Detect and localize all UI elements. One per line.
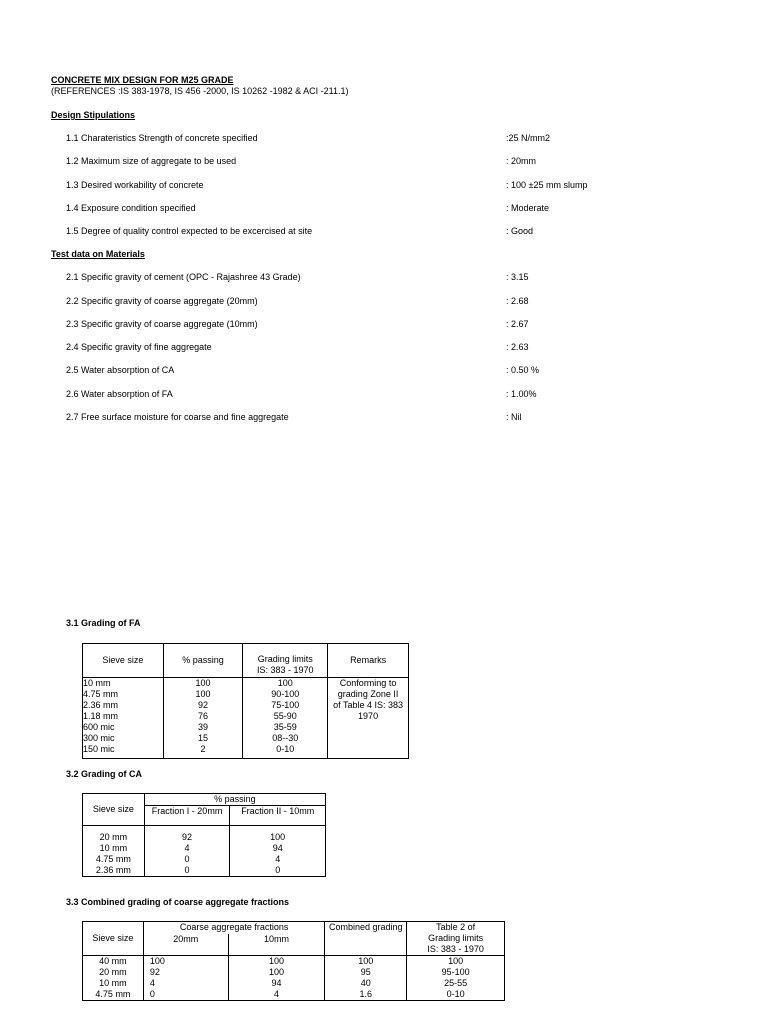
- ca-fraction2-cell: 94: [272, 843, 283, 853]
- test-item-label: 2.5 Water absorption of CA: [66, 365, 175, 375]
- ca-sieve-cell: 2.36 mm: [95, 865, 131, 875]
- ca-fraction2-column: [230, 826, 326, 877]
- fa-header-limits-line2: IS: 383 - 1970: [257, 665, 314, 675]
- fa-remarks-line: 1970: [358, 711, 379, 721]
- design-item-label: 1.5 Degree of quality control expected to be excercised at site: [66, 226, 313, 236]
- test-item-label: 2.6 Water absorption of FA: [66, 389, 173, 399]
- combined-20mm-cell: 92: [149, 967, 160, 977]
- ca-fraction2-cell: 4: [275, 854, 281, 864]
- fa-remarks-line: grading Zone II: [337, 689, 399, 699]
- test-item-label: 2.1 Specific gravity of cement (OPC - Rajashree 43 Grade): [66, 272, 301, 282]
- ca-header-sieve: Sieve size: [83, 794, 145, 826]
- fa-sieve-column: [83, 678, 164, 759]
- fa-passing-cell: 92: [198, 700, 209, 710]
- combined-header-limits: [407, 922, 505, 956]
- fa-remarks-column: [328, 678, 409, 759]
- design-item-value: : 100 ±25 mm slump: [506, 180, 588, 190]
- combined-grading-cell: 95: [360, 967, 371, 977]
- combined-header-limits-line3: IS: 383 - 1970: [427, 944, 484, 954]
- fa-sieve-cell: 2.36 mm: [83, 700, 119, 710]
- combined-10mm-cell: 100: [268, 956, 285, 966]
- fa-limits-cell: 35-59: [273, 722, 297, 732]
- combined-header-sieve: Sieve size: [83, 922, 144, 956]
- design-item-label: 1.1 Charateristics Strength of concrete specified: [66, 133, 258, 143]
- test-item-value: : 2.68: [506, 296, 529, 306]
- test-data-heading: Test data on Materials: [51, 249, 145, 259]
- test-item-value: : 2.67: [506, 319, 529, 329]
- test-item-label: 2.4 Specific gravity of fine aggregate: [66, 342, 212, 352]
- ca-fraction2-cell: 0: [275, 865, 281, 875]
- combined-header-combined: Combined grading: [325, 922, 407, 956]
- fa-limits-cell: 90-100: [271, 689, 300, 699]
- ca-fraction1-cell: 0: [184, 865, 190, 875]
- ca-fraction1-cell: 92: [182, 832, 193, 842]
- fa-passing-cell: 2: [200, 744, 206, 754]
- fa-limits-cell: 55-90: [273, 711, 297, 721]
- combined-limits-column: [407, 956, 505, 1001]
- combined-grading-cell: 40: [360, 978, 371, 988]
- combined-10mm-column: [228, 956, 325, 1001]
- test-item-value: : 2.63: [506, 342, 529, 352]
- fa-header-limits: [243, 644, 328, 678]
- combined-10mm-cell: 94: [271, 978, 282, 988]
- test-item-value: : Nil: [506, 412, 522, 422]
- combined-limits-cell: 100: [448, 956, 464, 966]
- combined-header-limits-line2: Grading limits: [428, 933, 484, 943]
- fa-limits-column: [243, 678, 328, 759]
- combined-header-group: Coarse aggregate fractions: [143, 922, 325, 934]
- ca-sieve-cell: 20 mm: [99, 832, 128, 842]
- ca-fraction2-cell: 100: [270, 832, 286, 842]
- fa-header-sieve: Sieve size: [83, 644, 164, 678]
- fa-remarks-line: of Table 4 IS: 383: [333, 700, 404, 710]
- combined-sieve-cell: 20 mm: [99, 967, 127, 977]
- combined-header-10mm: 10mm: [228, 934, 325, 956]
- combined-20mm-cell: 4: [149, 978, 155, 988]
- ca-fraction1-cell: 0: [184, 854, 190, 864]
- combined-10mm-cell: 100: [268, 967, 285, 977]
- fa-passing-cell: 15: [198, 733, 209, 743]
- fa-limits-cell: 08--30: [272, 733, 299, 743]
- test-item-label: 2.3 Specific gravity of coarse aggregate (10mm): [66, 319, 258, 329]
- combined-20mm-cell: 100: [149, 956, 165, 966]
- fa-passing-column: [163, 678, 243, 759]
- ca-fraction1-column: [144, 826, 230, 877]
- design-item-value: :25 N/mm2: [506, 133, 551, 143]
- ca-sieve-cell: 4.75 mm: [95, 854, 131, 864]
- combined-grading-cell: 100: [358, 956, 374, 966]
- design-item-value: : Good: [506, 226, 534, 236]
- ca-header-fraction2: Fraction II - 10mm: [230, 806, 326, 826]
- design-item-label: 1.2 Maximum size of aggregate to be used: [66, 156, 237, 166]
- ca-sieve-column: [83, 826, 145, 877]
- test-item-label: 2.7 Free surface moisture for coarse and fine aggregate: [66, 412, 289, 422]
- test-item-value: : 0.50 %: [506, 365, 540, 375]
- combined-limits-cell: 0-10: [446, 989, 465, 999]
- combined-sieve-cell: 10 mm: [99, 978, 127, 988]
- design-stipulations-heading: Design Stipulations: [51, 110, 136, 120]
- fa-sieve-cell: 1.18 mm: [83, 711, 119, 721]
- references-line: (REFERENCES :IS 383-1978, IS 456 -2000, IS 10262 -1982 & ACI -211.1): [51, 86, 349, 96]
- fa-sieve-cell: 300 mic: [83, 733, 115, 743]
- combined-20mm-cell: 0: [149, 989, 155, 999]
- combined-20mm-column: [143, 956, 228, 1001]
- fa-passing-cell: 39: [198, 722, 209, 732]
- fa-passing-cell: 100: [195, 678, 211, 688]
- page-title: CONCRETE MIX DESIGN FOR M25 GRADE: [51, 75, 234, 85]
- fa-sieve-cell: 600 mic: [83, 722, 115, 732]
- ca-fraction1-cell: 4: [184, 843, 190, 853]
- test-item-label: 2.2 Specific gravity of coarse aggregate (20mm): [66, 296, 258, 306]
- combined-limits-cell: 25-55: [444, 978, 468, 988]
- fa-sieve-cell: 10 mm: [83, 678, 111, 688]
- fa-limits-cell: 0-10: [276, 744, 295, 754]
- combined-sieve-cell: 40 mm: [99, 956, 127, 966]
- fa-remarks-line: Conforming to: [339, 678, 397, 688]
- combined-limits-cell: 95-100: [441, 967, 470, 977]
- design-item-label: 1.4 Exposure condition specified: [66, 203, 196, 213]
- combined-grading-table: [82, 921, 505, 1001]
- design-item-label: 1.3 Desired workability of concrete: [66, 180, 204, 190]
- fa-grading-table: [82, 643, 409, 759]
- fa-header-passing: % passing: [163, 644, 243, 678]
- fa-grading-heading: 3.1 Grading of FA: [66, 618, 141, 628]
- ca-grading-heading: 3.2 Grading of CA: [66, 769, 143, 779]
- test-item-value: : 1.00%: [506, 389, 537, 399]
- combined-grading-cell: 1.6: [359, 989, 373, 999]
- combined-grading-column: [325, 956, 407, 1001]
- fa-limits-cell: 75-100: [271, 700, 300, 710]
- design-item-value: : 20mm: [506, 156, 537, 166]
- ca-grading-table: [82, 793, 326, 877]
- fa-header-remarks: Remarks: [328, 644, 409, 678]
- ca-header-fraction1: Fraction I - 20mm: [144, 806, 230, 826]
- fa-passing-cell: 76: [198, 711, 209, 721]
- design-item-value: : Moderate: [506, 203, 550, 213]
- combined-sieve-cell: 4.75 mm: [95, 989, 131, 999]
- combined-grading-heading: 3.3 Combined grading of coarse aggregate fractions: [66, 897, 290, 907]
- test-item-value: : 3.15: [506, 272, 529, 282]
- fa-sieve-cell: 4.75 mm: [83, 689, 119, 699]
- fa-limits-cell: 100: [277, 678, 293, 688]
- fa-passing-cell: 100: [195, 689, 211, 699]
- ca-header-passing: % passing: [144, 794, 325, 806]
- combined-10mm-cell: 4: [274, 989, 280, 999]
- ca-sieve-cell: 10 mm: [99, 843, 128, 853]
- fa-header-limits-line1: Grading limits: [257, 654, 313, 664]
- combined-header-limits-line1: Table 2 of: [436, 922, 476, 932]
- fa-sieve-cell: 150 mic: [83, 744, 115, 754]
- combined-header-20mm: 20mm: [143, 934, 228, 956]
- combined-sieve-column: [83, 956, 144, 1001]
